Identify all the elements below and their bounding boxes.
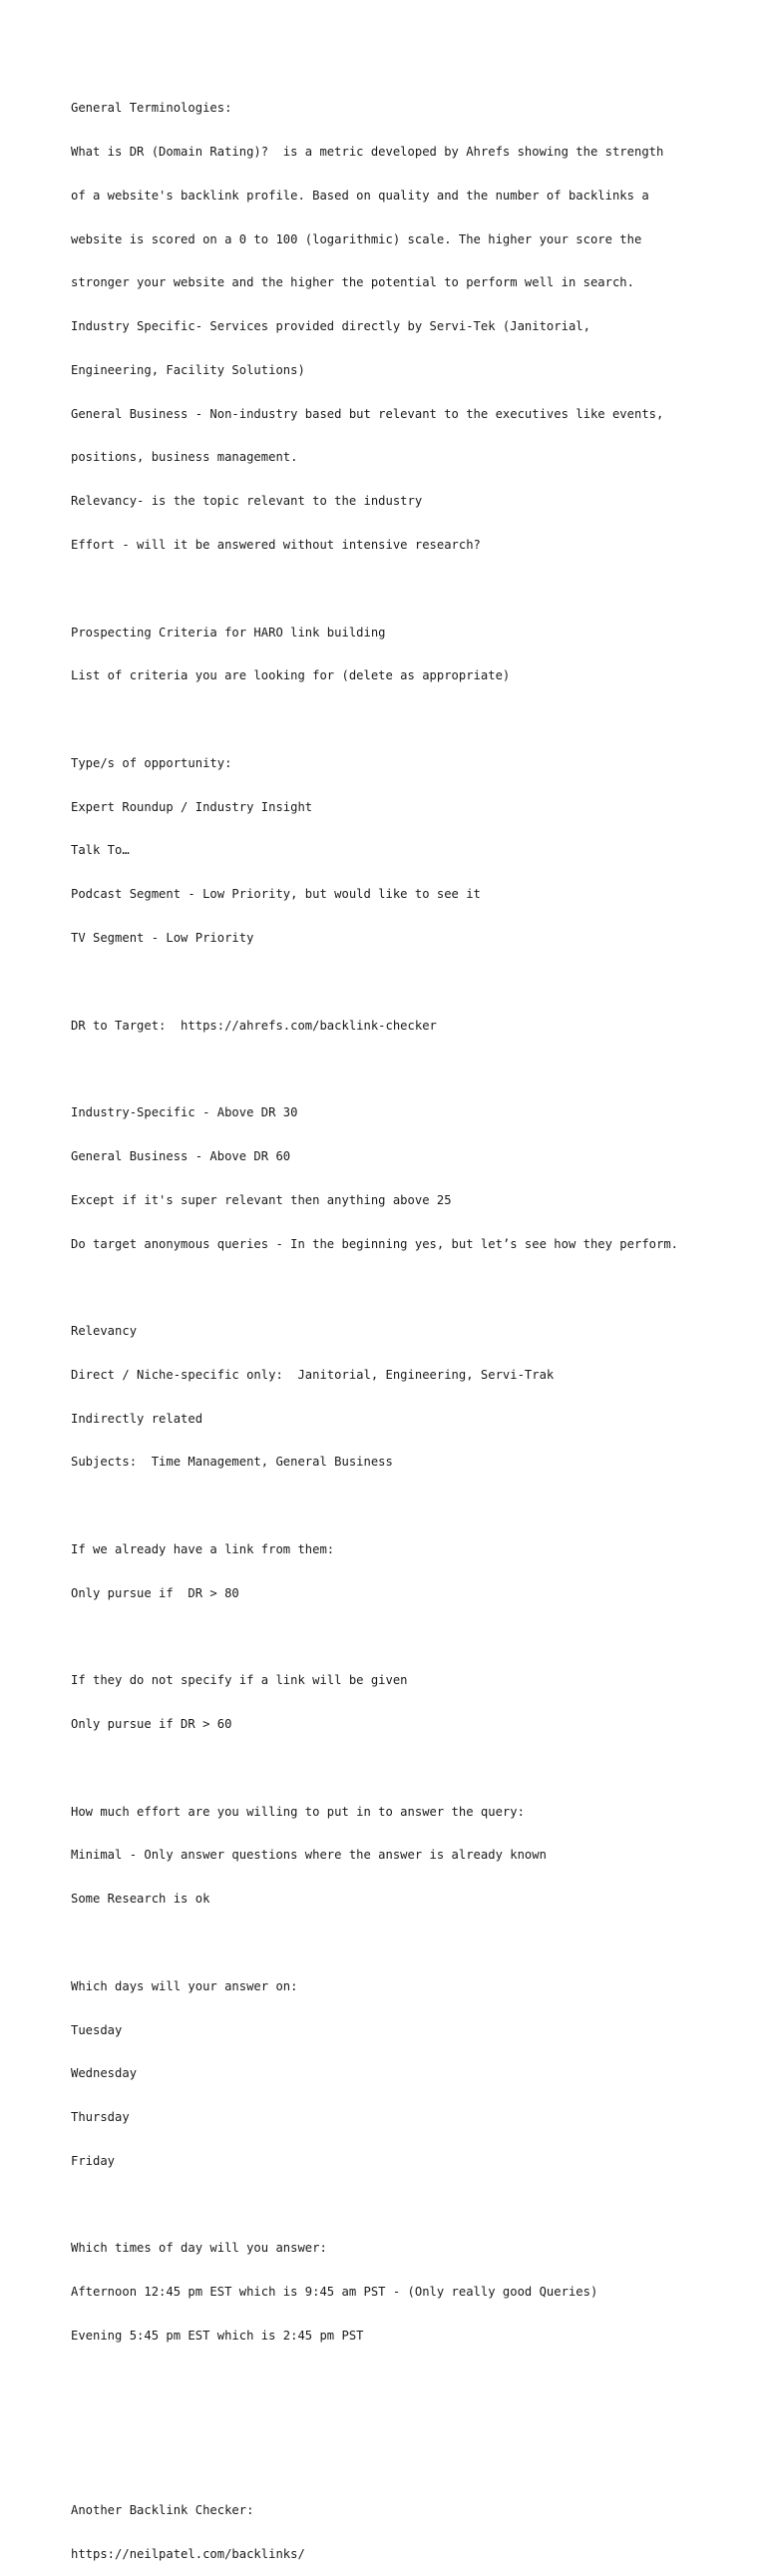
text-line: of a website's backlink profile. Based on quality and the number of backlinks a	[71, 188, 649, 203]
text-line: website is scored on a 0 to 100 (logarithmic) scale. The higher your score the	[71, 231, 642, 246]
text-line: TV Segment - Low Priority	[71, 931, 254, 946]
blank-line	[71, 2372, 749, 2387]
blank-line	[71, 1499, 749, 1513]
text-line: General Business - Non-industry based but relevant to the executives like events,	[71, 406, 664, 421]
text-line: Direct / Niche-specific only: Janitorial, Engineering, Servi-Trak	[71, 1367, 555, 1382]
text-line: Relevancy- is the topic relevant to the industry	[71, 494, 423, 509]
heading-another-checker: Another Backlink Checker:	[71, 2503, 254, 2518]
blank-line	[71, 1935, 749, 1950]
blank-line	[71, 975, 749, 990]
heading-days: Which days will your answer on:	[71, 1978, 298, 1993]
text-line: If they do not specify if a link will be given	[71, 1673, 408, 1688]
blank-line	[71, 1062, 749, 1076]
day-item: Thursday	[71, 2110, 130, 2125]
neilpatel-url: https://neilpatel.com/backlinks/	[71, 2546, 305, 2561]
text-line: Subjects: Time Management, General Business	[71, 1455, 393, 1470]
blank-line	[71, 1761, 749, 1776]
text-line: Engineering, Facility Solutions)	[71, 362, 305, 377]
text-line: Talk To…	[71, 843, 130, 858]
text-line: Except if it's super relevant then anything above 25	[71, 1192, 452, 1207]
document-body	[71, 72, 749, 2576]
blank-line	[71, 1280, 749, 1295]
text-line: List of criteria you are looking for (delete as appropriate)	[71, 668, 511, 683]
heading-general-terminologies: General Terminologies:	[71, 101, 232, 116]
day-item: Tuesday	[71, 2022, 123, 2037]
heading-relevancy: Relevancy	[71, 1324, 138, 1339]
blank-line	[71, 2459, 749, 2474]
text-line: General Business - Above DR 60	[71, 1148, 291, 1163]
text-line: What is DR (Domain Rating)? is a metric developed by Ahrefs showing the strength	[71, 144, 664, 159]
blank-line	[71, 2416, 749, 2431]
heading-times: Which times of day will you answer:	[71, 2241, 327, 2256]
blank-line	[71, 1630, 749, 1645]
text-line: positions, business management.	[71, 450, 298, 465]
text-line: Effort - will it be answered without intensive research?	[71, 538, 481, 552]
text-line: stronger your website and the higher the potential to perform well in search.	[71, 275, 634, 290]
text-line: Only pursue if DR > 80	[71, 1585, 239, 1600]
text-line: Evening 5:45 pm EST which is 2:45 pm PST	[71, 2329, 364, 2344]
text-line: Podcast Segment - Low Priority, but would like to see it	[71, 887, 481, 902]
blank-line	[71, 2198, 749, 2213]
text-line: Industry-Specific - Above DR 30	[71, 1105, 298, 1120]
text-line: Industry Specific- Services provided directly by Servi-Tek (Janitorial,	[71, 319, 590, 334]
heading-opportunity-types: Type/s of opportunity:	[71, 755, 232, 770]
blank-line	[71, 582, 749, 597]
blank-line	[71, 712, 749, 727]
text-line: Expert Roundup / Industry Insight	[71, 799, 313, 814]
text-line: If we already have a link from them:	[71, 1541, 335, 1556]
text-line: Only pursue if DR > 60	[71, 1717, 232, 1732]
day-item: Wednesday	[71, 2066, 138, 2081]
day-item: Friday	[71, 2153, 116, 2168]
text-line: Do target anonymous queries - In the beginning yes, but let’s see how they perform.	[71, 1236, 679, 1251]
text-line: Some Research is ok	[71, 1892, 210, 1907]
heading-prospecting-criteria: Prospecting Criteria for HARO link building	[71, 625, 386, 640]
text-line: Afternoon 12:45 pm EST which is 9:45 am PST - (Only really good Queries)	[71, 2285, 598, 2300]
text-line: Indirectly related	[71, 1411, 203, 1426]
heading-effort: How much effort are you willing to put in to answer the query:	[71, 1804, 525, 1819]
text-line: Minimal - Only answer questions where the answer is already known	[71, 1848, 547, 1863]
dr-target-line: DR to Target: https://ahrefs.com/backlink-checker	[71, 1018, 437, 1033]
